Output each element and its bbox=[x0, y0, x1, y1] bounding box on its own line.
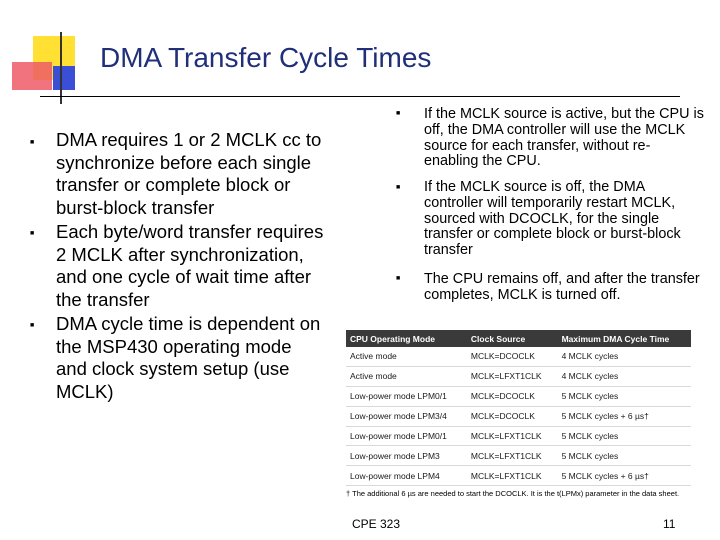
left-bullet-1-marker bbox=[30, 139, 34, 146]
cell-clock: MCLK=LFXT1CLK bbox=[467, 446, 558, 466]
right-bullet-1-marker bbox=[396, 110, 400, 117]
cell-cycles: 5 MCLK cycles bbox=[558, 446, 691, 466]
deco-vertical-line bbox=[60, 32, 62, 104]
cell-cycles: 4 MCLK cycles bbox=[558, 347, 691, 366]
cell-cycles: 5 MCLK cycles bbox=[558, 386, 691, 406]
cell-mode: Low-power mode LPM3 bbox=[346, 446, 467, 466]
table-row bbox=[346, 466, 691, 486]
header-cpu-mode: CPU Operating Mode bbox=[346, 330, 467, 347]
header-max-cycle-time: Maximum DMA Cycle Time bbox=[558, 330, 691, 347]
footer-course-code: CPE 323 bbox=[352, 517, 401, 531]
cell-cycles: 5 MCLK cycles + 6 µs† bbox=[558, 466, 691, 486]
page-number: 11 bbox=[663, 517, 676, 531]
slide-title: DMA Transfer Cycle Times bbox=[100, 42, 432, 73]
right-bullet-1: If the MCLK source is active, but the CPU is off, the DMA controller will use the MCLK source for each transfer, without re-enabling the CPU. bbox=[424, 106, 704, 170]
cell-mode: Low-power mode LPM3/4 bbox=[346, 406, 467, 426]
dma-cycle-table bbox=[346, 330, 691, 486]
cell-cycles: 5 MCLK cycles bbox=[558, 426, 691, 446]
cell-mode: Active mode bbox=[346, 366, 467, 386]
cell-clock: MCLK=DCOCLK bbox=[467, 406, 558, 426]
cell-clock: MCLK=LFXT1CLK bbox=[467, 466, 558, 486]
right-bullet-3-marker bbox=[396, 275, 400, 282]
left-bullet-2: Each byte/word transfer requires 2 MCLK after synchronization, and one cycle of wait time after the transfer bbox=[56, 221, 324, 311]
table-row bbox=[346, 426, 691, 446]
left-bullet-3-marker bbox=[30, 322, 34, 329]
cell-mode: Active mode bbox=[346, 347, 467, 366]
right-bullet-2: If the MCLK source is off, the DMA controller will temporarily restart MCLK, sourced with DCOCLK, for the single transfer or complete block or burst-block transfer bbox=[424, 179, 681, 259]
table-footnote: † The additional 6 µs are needed to start the DCOCLK. It is the t(LPMx) parameter in the data sheet. bbox=[346, 489, 680, 498]
table-row bbox=[346, 446, 691, 466]
right-bullet-3: The CPU remains off, and after the transfer completes, MCLK is turned off. bbox=[424, 271, 700, 303]
table-row bbox=[346, 386, 691, 406]
deco-red-square bbox=[12, 62, 52, 90]
header-clock-source: Clock Source bbox=[467, 330, 558, 347]
left-bullet-3: DMA cycle time is dependent on the MSP430 operating mode and clock system setup (use MCLK) bbox=[56, 313, 321, 403]
cell-cycles: 5 MCLK cycles + 6 µs† bbox=[558, 406, 691, 426]
cell-mode: Low-power mode LPM0/1 bbox=[346, 426, 467, 446]
cell-cycles: 4 MCLK cycles bbox=[558, 366, 691, 386]
cell-mode: Low-power mode LPM4 bbox=[346, 466, 467, 486]
table-header-row bbox=[346, 330, 691, 347]
cell-clock: MCLK=DCOCLK bbox=[467, 386, 558, 406]
left-bullet-2-marker bbox=[30, 230, 34, 237]
table-row bbox=[346, 347, 691, 366]
deco-blue-square bbox=[53, 66, 75, 90]
cell-mode: Low-power mode LPM0/1 bbox=[346, 386, 467, 406]
left-bullet-1: DMA requires 1 or 2 MCLK cc to synchronize before each single transfer or complete block or burst-block transfer bbox=[56, 129, 322, 219]
table-row bbox=[346, 406, 691, 426]
table-row bbox=[346, 366, 691, 386]
right-bullet-2-marker bbox=[396, 184, 400, 191]
title-rule bbox=[40, 96, 680, 97]
cell-clock: MCLK=DCOCLK bbox=[467, 347, 558, 366]
cell-clock: MCLK=LFXT1CLK bbox=[467, 426, 558, 446]
cell-clock: MCLK=LFXT1CLK bbox=[467, 366, 558, 386]
